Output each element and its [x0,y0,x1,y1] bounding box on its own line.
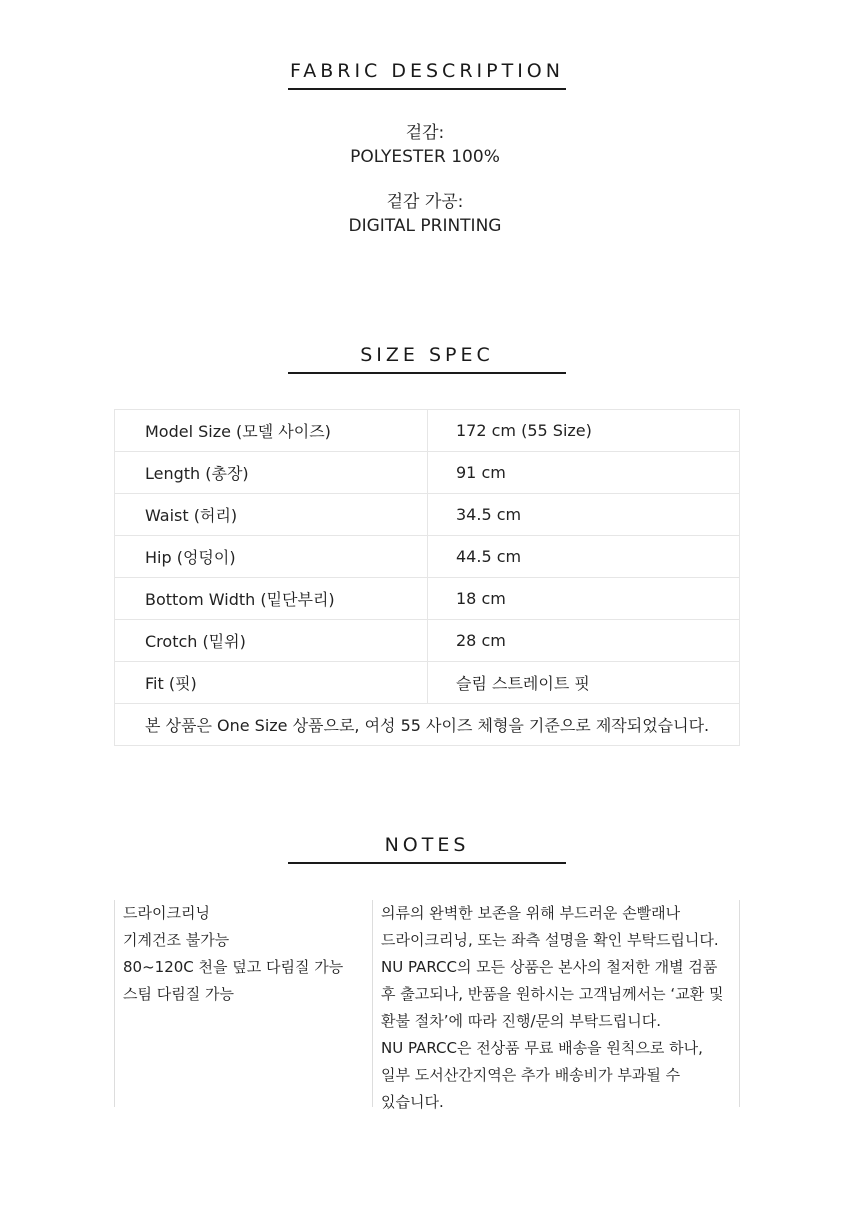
fabric-process-label: 겉감 가공: [386,192,464,212]
table-row [115,704,740,746]
table-row [115,536,740,578]
spec-label: Model Size (모델 사이즈) [115,410,428,452]
table-row [115,578,740,620]
spec-value: 슬림 스트레이트 핏 [428,662,740,704]
care-item: 80~120C 천을 덮고 다림질 가능 [123,958,344,976]
notice-line: 드라이크리닝, 또는 좌측 설명을 확인 부탁드립니다. [381,931,719,949]
spec-label: Hip (엉덩이) [115,536,428,578]
spec-label: Crotch (밑위) [115,620,428,662]
spec-value: 91 cm [428,452,740,494]
fabric-description-title: FABRIC DESCRIPTION [288,60,566,90]
spec-label: Fit (핏) [115,662,428,704]
care-item: 스팀 다림질 가능 [123,985,234,1003]
spec-label: Waist (허리) [115,494,428,536]
fabric-process-value: DIGITAL PRINTING [348,216,502,236]
spec-label: Bottom Width (밑단부리) [115,578,428,620]
table-row [115,494,740,536]
notes-title: NOTES [288,834,566,864]
spec-value: 18 cm [428,578,740,620]
notice-line: 후 출고되나, 반품을 원하시는 고객님께서는 ‘교환 및 [381,985,724,1003]
notice-line: NU PARCC의 모든 상품은 본사의 철저한 개별 검품 [381,958,718,976]
fabric-process-block [0,190,850,238]
table-row [115,662,740,704]
table-row [115,620,740,662]
notice-text [372,900,740,1111]
spec-value: 44.5 cm [428,536,740,578]
table-row [115,410,740,452]
table-row [115,452,740,494]
notice-line: 일부 도서산간지역은 추가 배송비가 부과될 수 [381,1066,681,1084]
notice-line: NU PARCC은 전상품 무료 배송을 원칙으로 하나, [381,1039,703,1057]
outer-fabric-value: POLYESTER 100% [350,147,500,167]
spec-label: Length (총장) [115,452,428,494]
size-spec-note: 본 상품은 One Size 상품으로, 여성 55 사이즈 체형을 기준으로 제작되었습니다. [115,704,740,746]
notice-line: 의류의 완벽한 보존을 위해 부드러운 손빨래나 [381,904,681,922]
size-spec-table [114,409,740,746]
care-item: 기계건조 불가능 [123,931,230,949]
size-spec-title: SIZE SPEC [288,344,566,374]
care-instructions [114,900,372,1107]
care-item: 드라이크리닝 [123,904,210,922]
spec-value: 34.5 cm [428,494,740,536]
spec-value: 28 cm [428,620,740,662]
outer-fabric-block [0,121,850,169]
notice-line: 있습니다. [381,1093,444,1111]
notice-line: 환불 절차’에 따라 진행/문의 부탁드립니다. [381,1012,661,1030]
outer-fabric-label: 겉감: [405,123,445,143]
spec-value: 172 cm (55 Size) [428,410,740,452]
